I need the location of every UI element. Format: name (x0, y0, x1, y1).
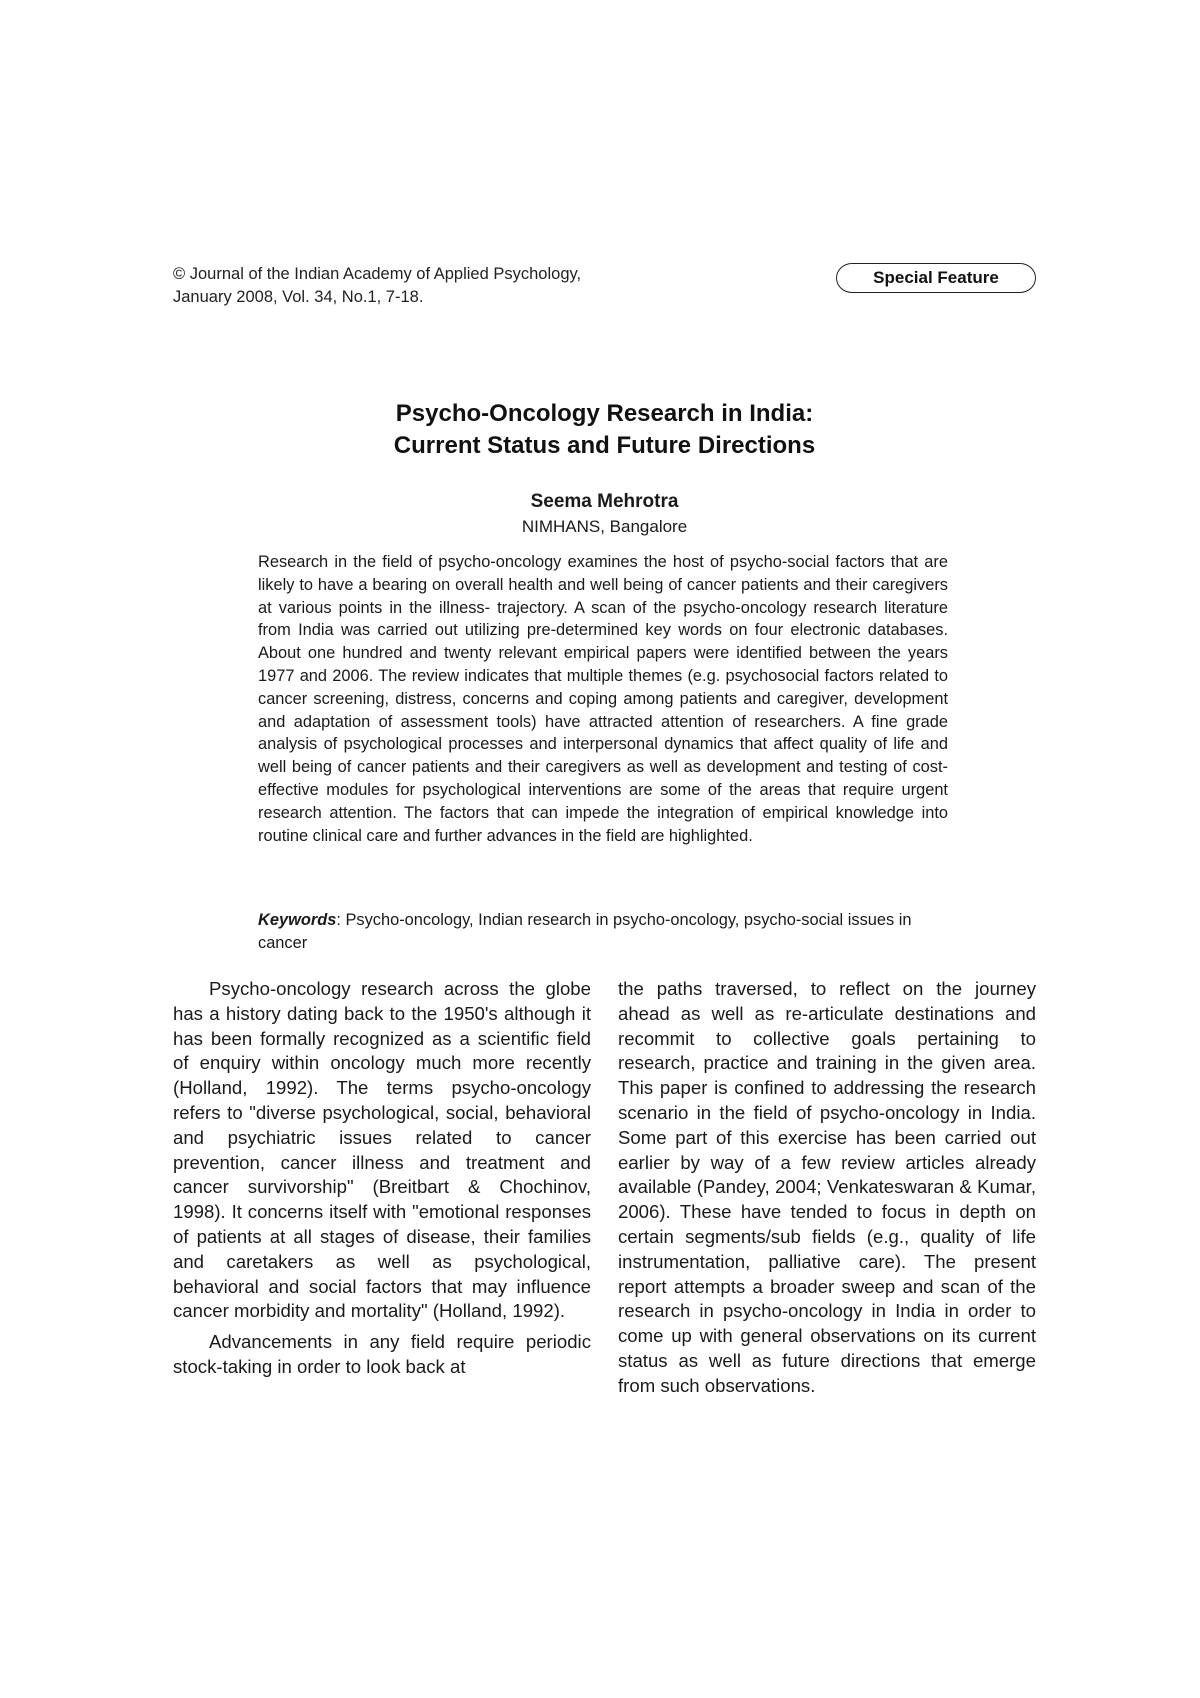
body-column-left (173, 977, 591, 1386)
author-affiliation: NIMHANS, Bangalore (521, 517, 688, 536)
paper-title (173, 398, 1036, 462)
journal-citation-line2: January 2008, Vol. 34, No.1, 7-18. (173, 288, 424, 306)
journal-citation (173, 263, 581, 309)
paper-title-line2: Current Status and Future Directions (393, 432, 816, 459)
author-name: Seema Mehrotra (530, 491, 679, 512)
special-feature-badge: Special Feature (836, 263, 1036, 293)
body-paragraph: the paths traversed, to reflect on the journey ahead as well as re-articulate destinations and recommit to collective goals pertaining to research, practice and training in the given area. This paper is confined to addressing the research scenario in the field of psycho-oncology in India. Some part of this exercise has been carried out earlier by way of a few review articles already available (Pandey, 2004; Venkateswaran & Kumar, 2006). These have tended to focus in depth on certain segments/sub fields (e.g., quality of life instrumentation, palliative care). The present report attempts a broader sweep and scan of the research in psycho-oncology in India in order to come up with general observations on its current status as well as future directions that emerge from such observations. (618, 978, 1036, 1396)
keywords-label: Keywords (258, 911, 337, 929)
keywords-text: : Psycho-oncology, Indian research in psycho-oncology, psycho-social issues in cancer (258, 911, 912, 952)
body-paragraph: Psycho-oncology research across the globe has a history dating back to the 1950's although it has been formally recognized as a scientific field of enquiry within oncology much more recently (Holland, 1992). The terms psycho-oncology refers to "diverse psychological, social, behavioral and psychiatric issues related to cancer prevention, cancer illness and treatment and cancer survivorship" (Breitbart & Chochinov, 1998). It concerns itself with "emotional responses of patients at all stages of disease, their families and caretakers as well as psychological, behavioral and social factors that may influence cancer morbidity and mortality" (Holland, 1992). (173, 978, 591, 1322)
journal-citation-line1: © Journal of the Indian Academy of Applied Psychology, (173, 265, 582, 283)
paper-title-line1: Psycho-Oncology Research in India: (395, 400, 814, 427)
body-column-right (618, 977, 1036, 1405)
abstract: Research in the field of psycho-oncology examines the host of psycho-social factors that are likely to have a bearing on overall health and well being of cancer patients and their caregivers at various points in the illness- trajectory. A scan of the psycho-oncology research literature from India was carried out utilizing pre-determined key words on four electronic databases. About one hundred and twenty relevant empirical papers were identified between the years 1977 and 2006. The review indicates that multiple themes (e.g. psychosocial factors related to cancer screening, distress, concerns and coping among patients and caregiver, development and adaptation of assessment tools) have attracted attention of researchers. A fine grade analysis of psychological processes and interpersonal dynamics that affect quality of life and well being of cancer patients and their caregivers as well as development and testing of cost-effective modules for psychological interventions are some of the areas that require urgent research attention. The factors that can impede the integration of empirical knowledge into routine clinical care and further advances in the field are highlighted. (258, 553, 948, 845)
body-paragraph: Advancements in any field require periodic stock-taking in order to look back at (173, 1331, 591, 1377)
keywords (258, 909, 948, 955)
